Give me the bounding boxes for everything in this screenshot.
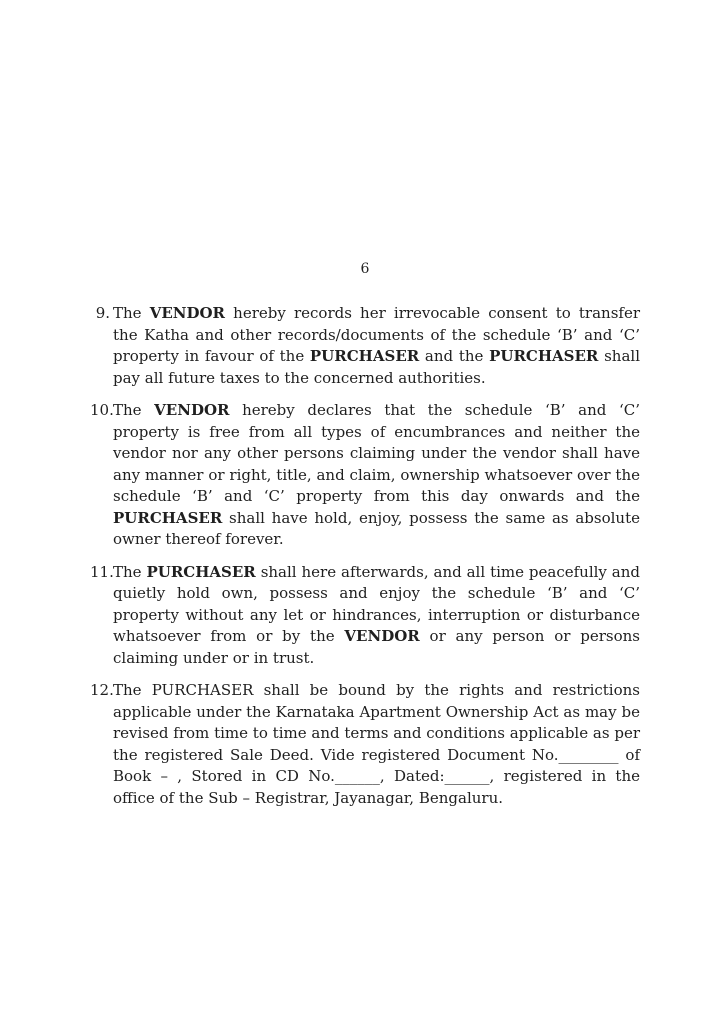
clause-text: The PURCHASER shall be bound by the rights and restrictions applicable under the Karnataka Apartment Ownership Act as may be revised from time to time and terms and conditions applicable as per the registered Sale Deed. Vide registered Document No.________ of Book – , Stored in CD No.______, Dated:______, registered in the office of the Sub – Registrar, Jayanagar, Bengaluru. (113, 681, 640, 807)
list-item (90, 562, 640, 670)
list-item (90, 400, 640, 551)
clause-number: 11. (90, 562, 114, 581)
clause-list (90, 303, 640, 809)
clause-text: The VENDOR hereby records her irrevocable consent to transfer the Katha and other records/documents of the schedule ‘B’ and ‘C’ property in favour of the PURCHASER and the PURCHASER shall pay all future taxes to the concerned authorities. (113, 304, 641, 387)
clause-number: 10. (90, 401, 114, 419)
clause-text: The PURCHASER shall here afterwards, and all time peacefully and quietly hold own, possess and enjoy the schedule ‘B’ and ‘C’ property without any let or hindrances, interruption or disturbance whatsoever from or by the VENDOR or any person or persons claiming under or in trust. (113, 562, 641, 667)
clause-number: 9. (95, 304, 110, 322)
page-number: 6 (360, 261, 370, 277)
page-content (90, 259, 640, 820)
list-item (90, 303, 640, 389)
list-item (90, 680, 640, 809)
clause-text: The VENDOR hereby declares that the schedule ‘B’ and ‘C’ property is free from all types of encumbrances and neither the vendor nor any other persons claiming under the vendor shall have any manner or right, title, and claim, ownership whatsoever over the schedule ‘B’ and ‘C’ property from this day onwards and the PURCHASER shall have hold, enjoy, possess the same as absolute owner thereof forever. (113, 401, 640, 548)
clause-number: 12. (90, 681, 114, 699)
